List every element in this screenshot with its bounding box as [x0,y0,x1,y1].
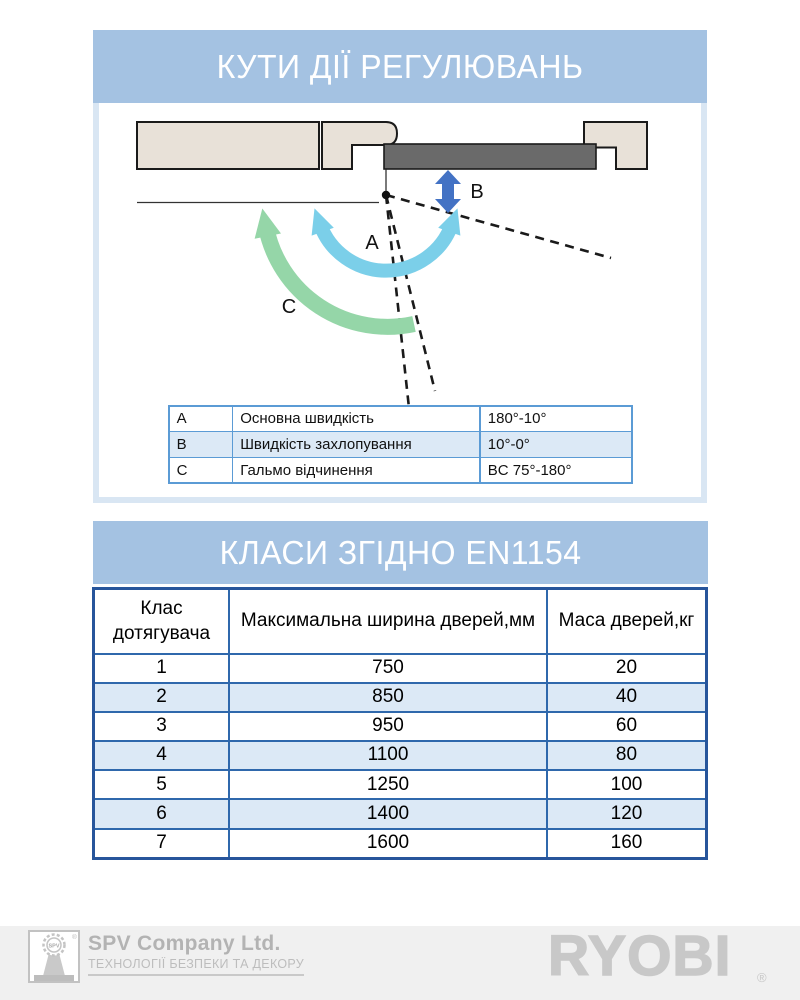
ryobi-logo: RYOBI [548,924,732,988]
legend-name: Гальмо відчинення [233,458,479,482]
table-cell: 5 [95,771,228,798]
table-cell: 2 [95,684,228,711]
column-header-class: Клас дотягувача [95,590,228,653]
table-cell: 40 [548,684,705,711]
spv-logo [28,930,82,983]
angle-b-double-arrow [435,170,461,213]
table-cell: 6 [95,800,228,827]
table-cell: 1600 [230,830,546,857]
angle-a-label: A [365,232,379,254]
ryobi-registered-mark: ® [757,970,767,985]
spv-company-block [88,932,304,976]
table-cell: 850 [230,684,546,711]
door-leaf [384,144,596,169]
door-position-dashed-line-down-left [386,195,409,408]
table-cell: 1250 [230,771,546,798]
table-cell: 750 [230,655,546,682]
table-cell: 1 [95,655,228,682]
table-cell: 80 [548,742,705,769]
legend-name: Основна швидкість [233,407,479,431]
table-cell: 7 [95,830,228,857]
angles-panel-frame [93,103,707,503]
spv-logo-mark [28,930,82,983]
column-header-width: Максимальна ширина дверей,мм [230,590,546,653]
legend-value: 10°-0° [481,432,632,456]
angles-section-title: КУТИ ДІЇ РЕГУЛЮВАНЬ [216,47,584,85]
classes-section-title: КЛАСИ ЗГІДНО EN1154 [219,533,582,571]
wall-left [137,122,319,169]
table-cell: 1100 [230,742,546,769]
spv-mark-text: SPV [48,943,60,950]
table-cell: 4 [95,742,228,769]
legend-key: A [170,407,232,431]
legend-key: C [170,458,232,482]
door-position-dashed-line-right [386,195,611,258]
table-cell: 1400 [230,800,546,827]
angle-a-arc-arrow [320,224,452,271]
legend-value: 180°-10° [481,407,632,431]
legend-name: Швидкість захлопування [233,432,479,456]
table-cell: 20 [548,655,705,682]
legend-value: BC 75°-180° [481,458,632,482]
spv-company-name: SPV Company Ltd. [88,932,281,955]
door-position-dashed-line-down-right [386,195,435,391]
table-cell: 120 [548,800,705,827]
registered-mark: ® [72,934,77,941]
hinge-pivot-point [382,191,390,199]
angle-b-label: B [470,181,484,203]
column-header-mass: Маса дверей,кг [548,590,705,653]
angle-c-label: C [281,296,297,318]
legend-key: B [170,432,232,456]
angles-diagram-canvas [99,103,701,497]
table-cell: 60 [548,713,705,740]
footer [0,926,800,1000]
angles-legend-table [168,405,633,484]
table-cell: 3 [95,713,228,740]
classes-section-header [93,521,708,584]
spv-company-tagline: ТЕХНОЛОГІЇ БЕЗПЕКИ ТА ДЕКОРУ [88,957,304,976]
table-cell: 100 [548,771,705,798]
angles-section-header [93,30,707,103]
table-cell: 950 [230,713,546,740]
classes-table [92,587,708,860]
table-cell: 160 [548,830,705,857]
